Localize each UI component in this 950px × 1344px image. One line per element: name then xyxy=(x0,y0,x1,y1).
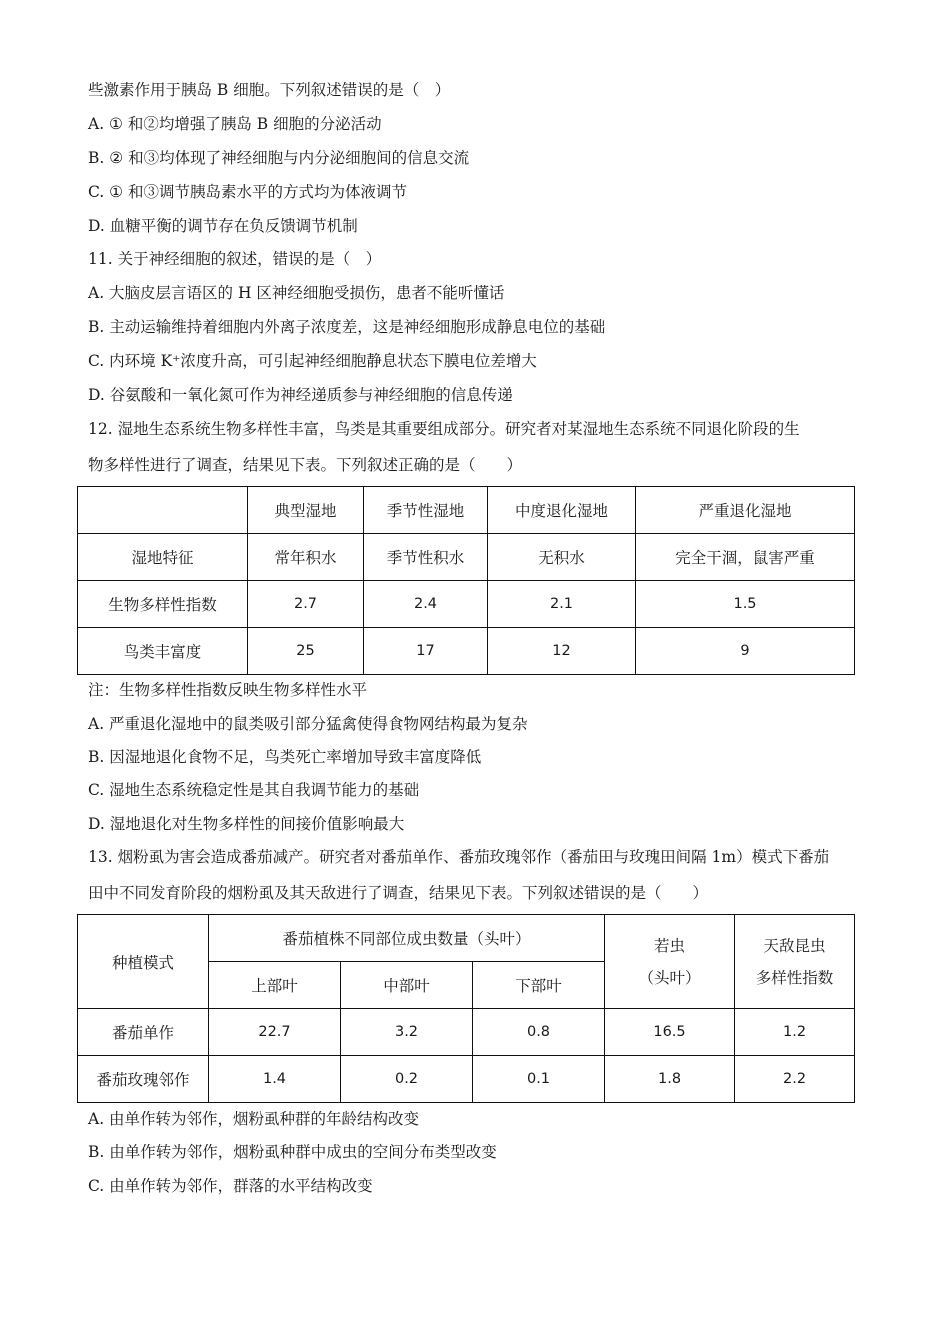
q13-stem-line2: 田中不同发育阶段的烟粉虱及其天敌进行了调查，结果见下表。下列叙述错误的是（ ） xyxy=(88,884,709,902)
q11-option-c: C. 内环境 K⁺浓度升高，可引起神经细胞静息状态下膜电位差增大 xyxy=(88,352,537,370)
table-cell: 17 xyxy=(364,628,488,675)
table-header-cell: 中部叶 xyxy=(341,962,473,1009)
table-cell: 0.1 xyxy=(473,1056,605,1103)
table-cell: 1.5 xyxy=(636,581,855,628)
table-cell: 3.2 xyxy=(341,1009,473,1056)
enemy-header-line1: 天敌昆虫 xyxy=(763,936,826,955)
table-header-cell: 种植模式 xyxy=(78,915,209,1009)
nymph-header-line1: 若虫 xyxy=(654,936,686,955)
q12-option-c: C. 湿地生态系统稳定性是其自我调节能力的基础 xyxy=(88,781,420,799)
whitefly-table xyxy=(77,914,855,1103)
table-cell: 16.5 xyxy=(605,1009,735,1056)
q11-stem: 11. 关于神经细胞的叙述，错误的是（ ） xyxy=(88,250,382,268)
q10-option-c: C. ① 和③调节胰岛素水平的方式均为体液调节 xyxy=(88,183,407,201)
table-cell: 25 xyxy=(248,628,364,675)
q12-note: 注：生物多样性指数反映生物多样性水平 xyxy=(88,681,368,699)
q13-option-a: A. 由单作转为邻作，烟粉虱种群的年龄结构改变 xyxy=(88,1110,420,1128)
table-cell: 番茄玫瑰邻作 xyxy=(78,1056,209,1103)
table-header-cell xyxy=(735,915,855,1009)
q10-tail: 些激素作用于胰岛 B 细胞。下列叙述错误的是（ ） xyxy=(88,81,451,99)
table-header-cell: 季节性湿地 xyxy=(364,487,488,534)
table-row xyxy=(78,534,855,581)
q13-option-b: B. 由单作转为邻作，烟粉虱种群中成虫的空间分布类型改变 xyxy=(88,1143,497,1161)
table-header-cell: 上部叶 xyxy=(209,962,341,1009)
q12-option-b: B. 因湿地退化食物不足，鸟类死亡率增加导致丰富度降低 xyxy=(88,748,482,766)
table-header-cell: 典型湿地 xyxy=(248,487,364,534)
q11-option-d: D. 谷氨酸和一氧化氮可作为神经递质参与神经细胞的信息传递 xyxy=(88,386,513,404)
table-cell: 湿地特征 xyxy=(78,534,248,581)
q10-option-b: B. ② 和③均体现了神经细胞与内分泌细胞间的信息交流 xyxy=(88,149,470,167)
q12-stem-line1: 12. 湿地生态系统生物多样性丰富，鸟类是其重要组成部分。研究者对某湿地生态系统不同退化阶段的生 xyxy=(88,420,800,438)
table-cell: 22.7 xyxy=(209,1009,341,1056)
table-cell: 鸟类丰富度 xyxy=(78,628,248,675)
q10-option-d: D. 血糖平衡的调节存在负反馈调节机制 xyxy=(88,217,358,235)
wetland-table xyxy=(77,486,855,675)
table-header-cell xyxy=(605,915,735,1009)
table-row xyxy=(78,581,855,628)
table-cell: 常年积水 xyxy=(248,534,364,581)
table-row xyxy=(78,1009,855,1056)
table-cell: 2.1 xyxy=(488,581,636,628)
q12-stem-line2: 物多样性进行了调查，结果见下表。下列叙述正确的是（ ） xyxy=(88,456,523,474)
q13-stem-line1: 13. 烟粉虱为害会造成番茄减产。研究者对番茄单作、番茄玫瑰邻作（番茄田与玫瑰田间隔 1m）模式下番茄 xyxy=(88,848,830,866)
table-header-cell: 中度退化湿地 xyxy=(488,487,636,534)
table-cell: 0.8 xyxy=(473,1009,605,1056)
q12-option-d: D. 湿地退化对生物多样性的间接价值影响最大 xyxy=(88,815,405,833)
table-cell: 0.2 xyxy=(341,1056,473,1103)
table-cell: 生物多样性指数 xyxy=(78,581,248,628)
table-cell: 完全干涸，鼠害严重 xyxy=(636,534,855,581)
table-row xyxy=(78,628,855,675)
q12-option-a: A. 严重退化湿地中的鼠类吸引部分猛禽使得食物网结构最为复杂 xyxy=(88,715,528,733)
table-cell: 1.2 xyxy=(735,1009,855,1056)
table-header-cell xyxy=(78,487,248,534)
table-cell: 2.4 xyxy=(364,581,488,628)
nymph-header-line2: （头叶） xyxy=(638,968,701,987)
q11-option-a: A. 大脑皮层言语区的 H 区神经细胞受损伤，患者不能听懂话 xyxy=(88,284,505,302)
table-row xyxy=(78,1056,855,1103)
q11-option-b: B. 主动运输维持着细胞内外离子浓度差，这是神经细胞形成静息电位的基础 xyxy=(88,318,606,336)
table-cell: 无积水 xyxy=(488,534,636,581)
table-cell: 2.7 xyxy=(248,581,364,628)
q10-option-a: A. ① 和②均增强了胰岛 B 细胞的分泌活动 xyxy=(88,115,382,133)
table-row xyxy=(78,915,855,962)
q13-option-c: C. 由单作转为邻作，群落的水平结构改变 xyxy=(88,1177,373,1195)
table-row xyxy=(78,487,855,534)
table-cell: 季节性积水 xyxy=(364,534,488,581)
table-cell: 番茄单作 xyxy=(78,1009,209,1056)
table-cell: 1.8 xyxy=(605,1056,735,1103)
table-header-cell: 番茄植株不同部位成虫数量（头叶） xyxy=(209,915,605,962)
table-cell: 2.2 xyxy=(735,1056,855,1103)
table-cell: 1.4 xyxy=(209,1056,341,1103)
table-cell: 12 xyxy=(488,628,636,675)
table-header-cell: 下部叶 xyxy=(473,962,605,1009)
table-cell: 9 xyxy=(636,628,855,675)
enemy-header-line2: 多样性指数 xyxy=(755,968,834,987)
table-header-cell: 严重退化湿地 xyxy=(636,487,855,534)
